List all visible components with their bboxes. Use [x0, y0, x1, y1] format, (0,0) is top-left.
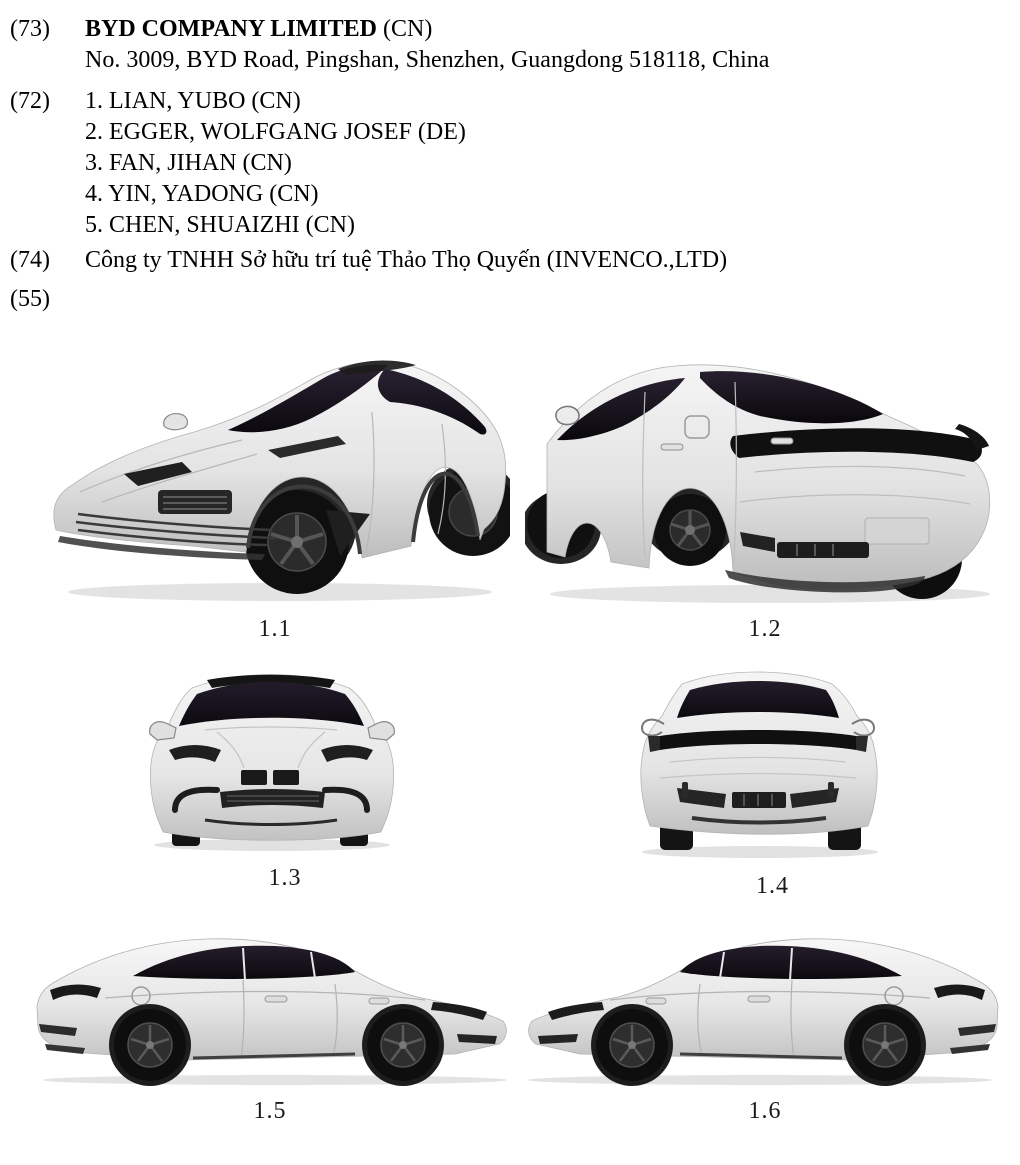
figure-1-6: [520, 928, 1010, 1125]
figure-label: 1.3: [268, 865, 302, 891]
inventor-line: 2. EGGER, WOLFGANG JOSEF (DE): [85, 119, 466, 145]
car-right-side-view-image: [520, 928, 1010, 1086]
field-74-agent: [0, 245, 1020, 276]
field-55-reproduction: [0, 284, 1020, 315]
inventor-line: 1. LIAN, YUBO (CN): [85, 88, 301, 114]
car-front-perspective-image: [40, 352, 510, 604]
figure-1-3: [145, 668, 425, 892]
car-left-side-view-image: [25, 928, 515, 1086]
car-rear-perspective-image: [525, 352, 1005, 604]
holder-address: No. 3009, BYD Road, Pingshan, Shenzhen, Guangdong 518118, China: [85, 47, 770, 73]
inid-code-72: (72): [10, 88, 50, 114]
inid-code-73: (73): [10, 16, 50, 42]
bibliographic-section: [0, 0, 1020, 315]
car-front-view-image: [145, 668, 425, 853]
holder-country: (CN): [377, 16, 433, 42]
inventor-line: 5. CHEN, SHUAIZHI (CN): [85, 212, 355, 238]
ground-shadow: [43, 1075, 507, 1085]
figure-1-2: [525, 352, 1005, 643]
figure-1-4: [630, 666, 915, 900]
inid-code-74: (74): [10, 247, 50, 273]
holder-name-line: [85, 14, 1000, 45]
car-rear-view-image: [630, 666, 915, 861]
front-wheel: [362, 1004, 444, 1086]
figure-label: 1.4: [756, 873, 789, 899]
front-grille: [158, 490, 232, 514]
side-mirror: [556, 406, 579, 424]
figure-label: 1.1: [258, 616, 292, 642]
figure-label: 1.5: [253, 1098, 287, 1124]
license-plate-recess: [865, 518, 929, 544]
inid-code-55: (55): [10, 286, 50, 312]
figure-label: 1.6: [748, 1098, 782, 1124]
field-72-inventors: [0, 86, 1020, 241]
side-mirror: [164, 414, 188, 430]
field-73-holder: [0, 14, 1020, 76]
rear-wheel: [844, 1004, 926, 1086]
figure-1-5: [25, 928, 515, 1125]
rear-wheel: [109, 1004, 191, 1086]
ground-shadow: [528, 1075, 992, 1085]
inventor-line: 4. YIN, YADONG (CN): [85, 181, 319, 207]
agent-name: Công ty TNHH Sở hữu trí tuệ Thảo Thọ Quyến (INVENCO.,LTD): [85, 247, 728, 273]
inventor-list: [85, 86, 1020, 241]
figure-label: 1.2: [748, 616, 782, 642]
front-wheel: [591, 1004, 673, 1086]
rear-diffuser: [777, 542, 869, 558]
holder-name: BYD COMPANY LIMITED: [85, 16, 377, 42]
figure-1-1: [40, 352, 510, 643]
inventor-line: 3. FAN, JIHAN (CN): [85, 150, 292, 176]
holder-info: [85, 14, 1020, 76]
